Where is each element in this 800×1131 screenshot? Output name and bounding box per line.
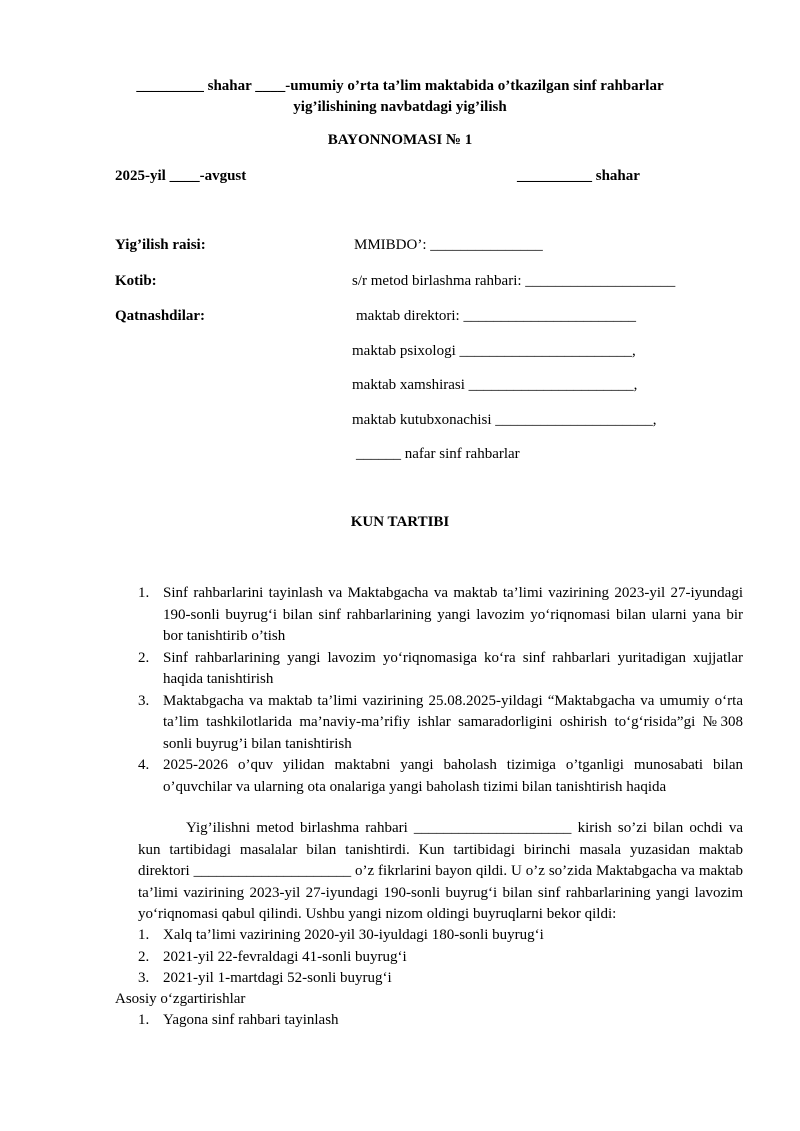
secretary-value: s/r metod birlashma rahbari: ____________________ [352,273,676,289]
list-item-text: Yagona sinf rahbari tayinlash [163,1012,339,1028]
cancelled-orders-list [138,925,743,990]
heading-line-1: _________ shahar ____-umumiy o’rta ta’lim maktabida o’tkazilgan sinf rahbarlar [136,78,664,94]
agenda-item [138,648,743,691]
agenda-item-text: Sinf rahbarlarining yangi lavozim yo‘riqnomasiga ko‘ra sinf rahbarlari yuritadigan xujjatlar haqida tanishtirish [163,649,743,687]
changes-label: Asosiy o‘zgartirishlar [115,991,246,1007]
agenda-title: KUN TARTIBI [350,514,450,530]
body-paragraph: Yig’ilishni metod birlashma rahbari _____________________ kirish so’zi bilan ochdi va kun tartibidagi masalalar bilan tanishtirdi. Kun tartibidagi birinchi masala yuzasidan maktab direktori _____________________ o’z fikrlarini bayon qildi. U o’z so’zida Maktabgacha va maktab ta’limi vazirining 2023-yil 27-iyundagi 190-sonli buyrug‘i bilan sinf rahbarlarining yangi lavozim yo‘riqnomasi qabul qilindi. Ushbu yangi nizom oldingi buyruqlarni bekor qildi: [138,820,743,922]
heading-line-2: yig’ilishining navbatdagi yig’ilish [293,99,507,115]
chair-label: Yig’ilish raisi: [115,237,206,253]
agenda-item-number: 2. [138,649,150,666]
list-item-number: 1. [138,1012,150,1028]
secretary-label: Kotib: [115,273,157,289]
list-item [138,1010,743,1032]
attendee-nurse: maktab xamshirasi ______________________, [352,377,638,393]
attendee-psychologist: maktab psixologi _______________________, [352,343,636,359]
agenda-item [138,755,743,798]
agenda-list [138,583,743,798]
protocol-title: BAYONNOMASI № 1 [327,132,473,148]
list-item-number: 1. [138,927,150,943]
agenda-item [138,691,743,756]
agenda-item-number: 1. [138,585,150,601]
agenda-item-number: 3. [138,692,150,709]
agenda-item-number: 4. [138,757,150,773]
agenda-item-text: Maktabgacha va maktab ta’limi vazirining 25.08.2025-yildagi “Maktabgacha va umumiy o‘rta ta’lim tashkilotlarida ma’naviy-ma’rifiy ishlar samaradorligini oshirish to‘g‘risida”gi №308 sonli buyrug’i bilan tanishtirish [163,692,743,752]
list-item-text: 2021-yil 1-martdagi 52-sonli buyrug‘i [163,970,392,986]
chair-value: MMIBDO’: _______________ [354,237,543,253]
changes-list [138,1010,743,1032]
attendee-librarian: maktab kutubxonachisi _____________________, [352,412,657,428]
attendees-label: Qatnashdilar: [115,308,206,324]
list-item [138,968,743,990]
document-heading [0,76,800,118]
list-item [138,947,743,969]
attendee-class-teachers: ______ nafar sinf rahbarlar [356,446,520,462]
meeting-date: 2025-yil ____-avgust [115,168,247,184]
agenda-item-text: 2025-2026 o’quv yilidan maktabni yangi baholash tizimiga o’tganligi munosabati bilan o’quvchilar va ularning ota onalariga yangi baholash tizimi bilan tanishtirish haqida [163,757,743,795]
meeting-city: __________ shahar [517,168,640,184]
list-item-number: 2. [138,948,150,965]
agenda-item [138,583,743,648]
list-item-number: 3. [138,970,150,986]
agenda-item-text: Sinf rahbarlarini tayinlash va Maktabgacha va maktab ta’limi vazirining 2023-yil 27-iyundagi 190-sonli buyrug‘i bilan sinf rahbarlarining yangi lavozim yo‘riqnomasi bilan ularni yana bir bor tanishtirib o’tish [163,585,743,644]
list-item [138,925,743,947]
attendee-director: maktab direktori: _______________________ [356,308,636,324]
list-item-text: 2021-yil 22-fevraldagi 41-sonli buyrug‘i [163,948,407,965]
list-item-text: Xalq ta’limi vazirining 2020-yil 30-iyuldagi 180-sonli buyrug‘i [163,927,544,943]
